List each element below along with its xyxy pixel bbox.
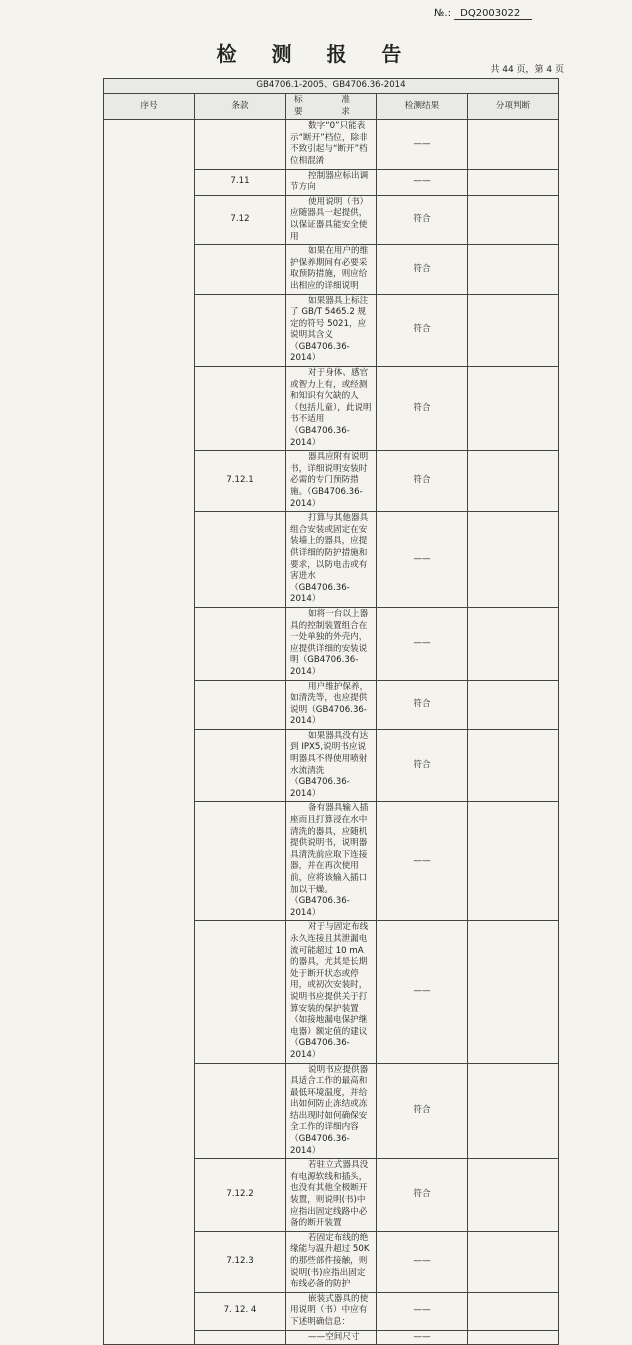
clause-cell	[195, 607, 286, 680]
page-title: 检 测 报 告	[216, 42, 416, 66]
result-cell: ——	[377, 169, 468, 195]
judgement-cell	[468, 245, 559, 294]
requirement-cell: 备有器具输入插座而且打算浸在水中清洗的器具，应随机提供说明书，说明器具清洗前应取下连接器，并在再次使用前，应将该输入插口加以干燥。（GB4706.36-2014）	[286, 802, 377, 921]
result-cell: ——	[377, 1330, 468, 1345]
judgement-cell	[468, 680, 559, 729]
judgement-cell	[468, 1159, 559, 1232]
col-seq: 序号	[104, 94, 195, 120]
result-cell: 符合	[377, 729, 468, 802]
requirement-cell: 如将一台以上器具的控制装置组合在一处单独的外壳内，应提供详细的安装说明（GB4706.36-2014）	[286, 607, 377, 680]
result-cell: ——	[377, 1292, 468, 1330]
judgement-cell	[468, 802, 559, 921]
judgement-cell	[468, 1231, 559, 1292]
requirement-cell: 器具应附有说明书，详细说明安装时必需的专门预防措施。（GB4706.36-2014）	[286, 451, 377, 512]
clause-cell: 7. 12. 4	[195, 1292, 286, 1330]
judgement-cell	[468, 367, 559, 451]
result-cell: ——	[377, 802, 468, 921]
report-number	[434, 8, 532, 20]
requirement-cell: 用户维护保养，如清洗等，也应提供说明（GB4706.36-2014）	[286, 680, 377, 729]
clause-cell	[195, 1063, 286, 1159]
requirement-cell: 若固定布线的绝缘能与温升超过 50K 的那些部件接触，则说明(书)应指出固定布线必备的防护	[286, 1231, 377, 1292]
clause-cell	[195, 729, 286, 802]
judgement-cell	[468, 607, 559, 680]
judgement-cell	[468, 169, 559, 195]
judgement-cell	[468, 451, 559, 512]
judgement-cell	[468, 120, 559, 169]
clause-cell	[195, 1330, 286, 1345]
clause-cell	[195, 921, 286, 1063]
result-cell: ——	[377, 512, 468, 608]
clause-cell	[195, 245, 286, 294]
result-cell: ——	[377, 1231, 468, 1292]
judgement-cell	[468, 1292, 559, 1330]
standard-cell: GB4706.1-2005、GB4706.36-2014	[104, 79, 559, 94]
requirement-cell: 对于与固定布线永久连接且其泄漏电流可能超过 10 mA 的器具，尤其是长期处于断开状态或停用，或初次安装时，说明书应提供关于打算安装的保护装置（如接地漏电保护继电器）额定值的建议（GB4706.36-2014）	[286, 921, 377, 1063]
judgement-cell	[468, 1063, 559, 1159]
requirement-cell: 嵌装式器具的使用说明（书）中应有下述明确信息：	[286, 1292, 377, 1330]
clause-cell	[195, 680, 286, 729]
judgement-cell	[468, 512, 559, 608]
seq-cell	[104, 120, 195, 1345]
result-cell: 符合	[377, 294, 468, 367]
judgement-cell	[468, 195, 559, 244]
standard-row	[104, 79, 559, 94]
result-cell: 符合	[377, 680, 468, 729]
col-requirement: 标 准 要 求	[286, 94, 377, 120]
requirement-cell: 说明书应提供器具适合工作的最高和最低环境温度，并给出如何防止冻结或冻结出现时如何确保安全工作的详细内容（GB4706.36-2014）	[286, 1063, 377, 1159]
requirement-cell: 若驻立式器具没有电源软线和插头，也没有其他全极断开装置，则说明(书)中应指出固定线路中必备的断开装置	[286, 1159, 377, 1232]
result-cell: ——	[377, 120, 468, 169]
result-cell: ——	[377, 921, 468, 1063]
judgement-cell	[468, 1330, 559, 1345]
result-cell: ——	[377, 607, 468, 680]
clause-cell: 7.12.2	[195, 1159, 286, 1232]
table-row	[104, 120, 559, 169]
requirement-cell: 如果在用户的维护保养期间有必要采取预防措施，则应给出相应的详细说明	[286, 245, 377, 294]
judgement-cell	[468, 921, 559, 1063]
col-result: 检测结果	[377, 94, 468, 120]
result-cell: 符合	[377, 1063, 468, 1159]
clause-cell	[195, 367, 286, 451]
clause-cell: 7.12.1	[195, 451, 286, 512]
clause-cell	[195, 802, 286, 921]
header-row	[104, 94, 559, 120]
col-judgement: 分项判断	[468, 94, 559, 120]
page-count: 共 44 页，第 4 页	[490, 65, 564, 75]
requirement-cell: 使用说明（书）应随器具一起提供，以保证器具能安全使用	[286, 195, 377, 244]
inspection-table	[103, 78, 559, 1345]
requirement-cell: 如果器具没有达到 IPX5,说明书应说明器具不得使用喷射水流清洗（GB4706.36-2014）	[286, 729, 377, 802]
result-cell: 符合	[377, 195, 468, 244]
clause-cell: 7.12.3	[195, 1231, 286, 1292]
result-cell: 符合	[377, 367, 468, 451]
result-cell: 符合	[377, 245, 468, 294]
requirement-cell: ——空间尺寸	[286, 1330, 377, 1345]
requirement-cell: 打算与其他器具组合安装或固定在安装墙上的器具，应提供详细的防护措施和要求，以防电击或有害进水（GB4706.36-2014）	[286, 512, 377, 608]
report-number-label: №.:	[434, 8, 451, 19]
judgement-cell	[468, 294, 559, 367]
requirement-cell: 对于身体、感官或智力上有，或经测和知识有欠缺的人（包括儿童），此说明书不适用（GB4706.36-2014）	[286, 367, 377, 451]
judgement-cell	[468, 729, 559, 802]
requirement-cell: 控制器应标出调节方向	[286, 169, 377, 195]
requirement-cell: 数字“0”只能表示“断开”档位，除非不致引起与“断开”档位相混淆	[286, 120, 377, 169]
clause-cell	[195, 512, 286, 608]
result-cell: 符合	[377, 1159, 468, 1232]
clause-cell: 7.12	[195, 195, 286, 244]
report-number-value: DQ2003022	[454, 8, 532, 20]
clause-cell	[195, 294, 286, 367]
col-clause: 条款	[195, 94, 286, 120]
clause-cell	[195, 120, 286, 169]
clause-cell: 7.11	[195, 169, 286, 195]
requirement-cell: 如果器具上标注了 GB/T 5465.2 规定的符号 5021，应说明其含义（GB4706.36-2014）	[286, 294, 377, 367]
result-cell: 符合	[377, 451, 468, 512]
